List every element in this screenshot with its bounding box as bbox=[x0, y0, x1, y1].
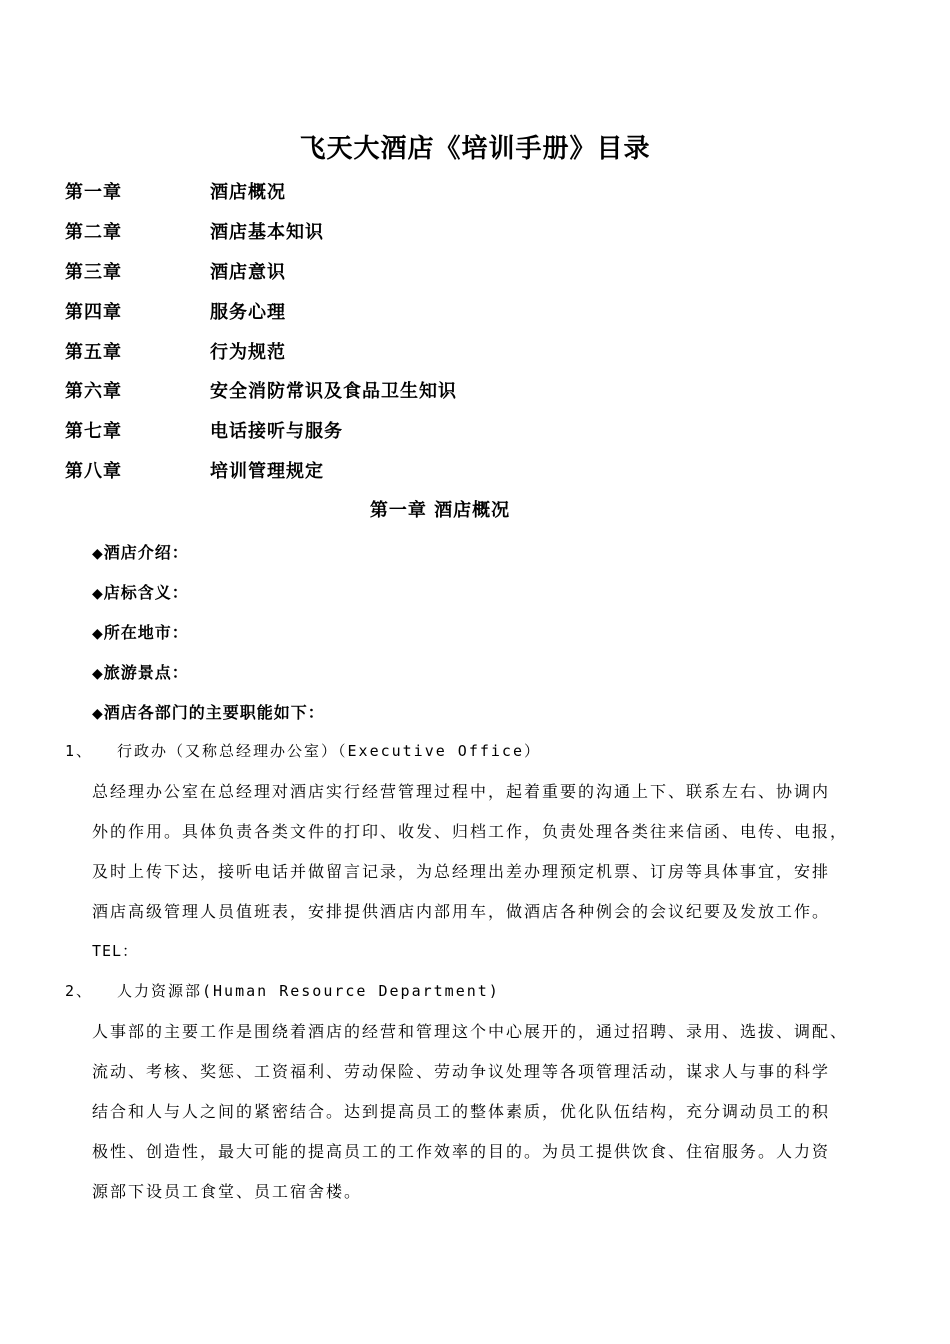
bullet-item bbox=[92, 540, 189, 563]
department-name: 行政办（又称总经理办公室）（Executive Office） bbox=[117, 742, 541, 760]
tel-label: TEL： bbox=[92, 942, 139, 960]
diamond-bullet-icon: ◆ bbox=[92, 586, 104, 602]
toc-chapter-number: 第五章 bbox=[65, 342, 122, 363]
bullet-text: 店标含义： bbox=[103, 583, 189, 602]
bullet-item bbox=[92, 620, 189, 643]
paragraph-line: 及时上传下达，接听电话并做留言记录，为总经理出差办理预定机票、订房等具体事宜，安排 bbox=[92, 862, 831, 881]
toc-chapter-number: 第二章 bbox=[65, 222, 122, 243]
document-title: 飞天大酒店《培训手册》目录 bbox=[299, 134, 651, 164]
bullet-item bbox=[92, 660, 189, 683]
paragraph-line: 流动、考核、奖惩、工资福利、劳动保险、劳动争议处理等各项管理活动，谋求人与事的科学 bbox=[92, 1062, 831, 1081]
toc-chapter-number: 第七章 bbox=[65, 421, 122, 442]
toc-chapter-name: 酒店概况 bbox=[210, 182, 286, 203]
toc-chapter-name: 酒店基本知识 bbox=[210, 222, 324, 243]
paragraph-line: 结合和人与人之间的紧密结合。达到提高员工的整体素质，优化队伍结构，充分调动员工的积 bbox=[92, 1102, 831, 1121]
paragraph-line: 人事部的主要工作是围绕着酒店的经营和管理这个中心展开的，通过招聘、录用、选拔、调配、 bbox=[92, 1022, 849, 1041]
bullet-text: 旅游景点： bbox=[103, 663, 189, 682]
bullet-item bbox=[92, 700, 325, 723]
toc-chapter-number: 第六章 bbox=[65, 381, 122, 402]
toc-chapter-name: 培训管理规定 bbox=[210, 461, 324, 482]
paragraph-line: 外的作用。具体负责各类文件的打印、收发、归档工作，负责处理各类往来信函、电传、电报， bbox=[92, 822, 849, 841]
toc-chapter-number: 第一章 bbox=[65, 182, 122, 203]
diamond-bullet-icon: ◆ bbox=[92, 626, 104, 642]
toc-chapter-name: 安全消防常识及食品卫生知识 bbox=[210, 381, 457, 402]
bullet-text: 酒店介绍： bbox=[103, 543, 189, 562]
bullet-item bbox=[92, 580, 189, 603]
toc-chapter-number: 第八章 bbox=[65, 461, 122, 482]
paragraph-line: 极性、创造性，最大可能的提高员工的工作效率的目的。为员工提供饮食、住宿服务。人力资 bbox=[92, 1142, 831, 1161]
toc-chapter-number: 第三章 bbox=[65, 262, 122, 283]
chapter-heading: 第一章 酒店概况 bbox=[369, 500, 511, 521]
department-name: 人力资源部(Human Resource Department) bbox=[117, 982, 500, 1000]
toc-chapter-name: 行为规范 bbox=[210, 342, 286, 363]
diamond-bullet-icon: ◆ bbox=[92, 666, 104, 682]
department-number: 2、 bbox=[65, 982, 94, 1000]
toc-chapter-name: 电话接听与服务 bbox=[210, 421, 343, 442]
bullet-text: 酒店各部门的主要职能如下： bbox=[103, 703, 325, 722]
department-heading bbox=[65, 740, 541, 761]
toc-chapter-name: 酒店意识 bbox=[210, 262, 286, 283]
toc-chapter-name: 服务心理 bbox=[210, 302, 286, 323]
department-heading bbox=[65, 980, 500, 1001]
bullet-text: 所在地市： bbox=[103, 623, 189, 642]
paragraph-line: 总经理办公室在总经理对酒店实行经营管理过程中，起着重要的沟通上下、联系左右、协调内 bbox=[92, 782, 831, 801]
paragraph-line: 源部下设员工食堂、员工宿舍楼。 bbox=[92, 1182, 363, 1201]
department-number: 1、 bbox=[65, 742, 94, 760]
diamond-bullet-icon: ◆ bbox=[92, 546, 104, 562]
toc-chapter-number: 第四章 bbox=[65, 302, 122, 323]
diamond-bullet-icon: ◆ bbox=[92, 706, 104, 722]
paragraph-line: 酒店高级管理人员值班表，安排提供酒店内部用车，做酒店各种例会的会议纪要及发放工作。 bbox=[92, 902, 831, 921]
